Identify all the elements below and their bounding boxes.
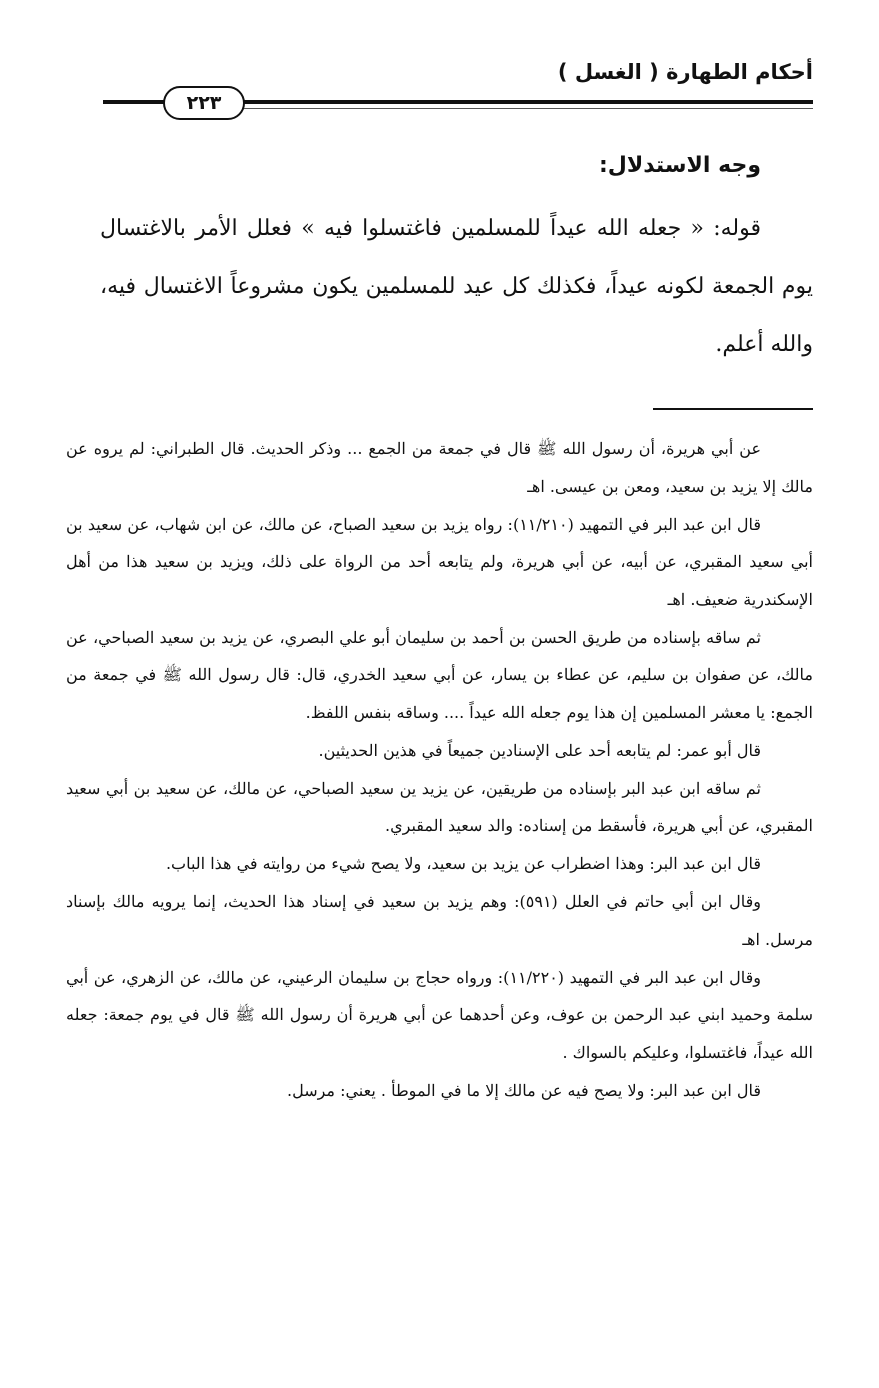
footnote-paragraph: قال ابن عبد البر: ولا يصح فيه عن مالك إلا ما في الموطأ . يعني: مرسل. [286,1080,761,1100]
footnote-paragraph: ثم ساقه بإسناده من طريق الحسن بن أحمد بن سليمان أبو علي البصري، عن يزيد بن سعيد الصباحي، عن مالك، عن صفوان بن سليم، عن عطاء بن يسار، عن أبي سعيد الخدري، قال: قال رسول الله ﷺ في جمعة من الجمع: يا معشر المسلمين إن هذا يوم جعله الله عيداً .... وساقه بنفس اللفظ. [66,627,813,722]
main-text [100,200,813,374]
running-header-title: أحكام الطهارة ( الغسل ) [557,60,813,84]
header-rule-thin [240,108,813,109]
footnote-paragraph: قال ابن عبد البر في التمهيد (١١/٢١٠): رواه يزيد بن سعيد الصباح، عن مالك، عن ابن شهاب، عن سعيد بن أبي سعيد المقبري، عن أبيه، عن أبي هريرة، ولم يتابعه أحد من الرواة على ذلك، ويزيد بن سعيد هذا من أهل الإسكندرية ضعيف. اهـ [66,514,813,609]
page-number: ٢٢٣ [163,86,245,120]
footnote-paragraph: عن أبي هريرة، أن رسول الله ﷺ قال في جمعة من الجمع ... وذكر الحديث. قال الطبراني: لم يروه عن مالك إلا يزيد بن سعيد، ومعن بن عيسى. اهـ [66,439,813,496]
footnote-paragraph: ثم ساقه ابن عبد البر بإسناده من طريقين، عن يزيد ين سعيد الصباحي، عن مالك، عن سعيد بن أبي سعيد المقبري، عن أبي هريرة، فأسقط من إسناده: والد سعيد المقبري. [66,778,813,835]
section-heading: وجه الاستدلال: [598,153,761,178]
footnote-paragraph: وقال ابن عبد البر في التمهيد (١١/٢٢٠): ورواه حجاج بن سليمان الرعيني، عن مالك، عن الزهري، عن أبي سلمة وحميد ابني عبد الرحمن بن عوف، وعن أحدهما عن أبي هريرة أن رسول الله ﷺ قال في يوم جمعة: جعله الله عيداً، فاغتسلوا، وعليكم بالسواك . [66,967,813,1062]
footnote-paragraph: قال أبو عمر: لم يتابعه أحد على الإسنادين جميعاً في هذين الحديثين. [318,740,761,760]
footnote-paragraph: وقال ابن أبي حاتم في العلل (٥٩١): وهم يزيد بن سعيد في إسناد هذا الحديث، إنما يرويه مالك بإسناد مرسل. اهـ [66,892,813,949]
footnote-paragraph: قال ابن عبد البر: وهذا اضطراب عن يزيد بن سعيد، ولا يصح شيء من روايته في هذا الباب. [165,854,761,873]
footnotes [66,430,813,1109]
footnote-separator [653,408,813,410]
main-paragraph: قوله: « جعله الله عيداً للمسلمين فاغتسلوا فيه » فعلل الأمر بالاغتسال يوم الجمعة لكونه عيداً، فكذلك كل عيد للمسلمين يكون مشروعاً الاغتسال فيه، والله أعلم. [100,216,813,357]
